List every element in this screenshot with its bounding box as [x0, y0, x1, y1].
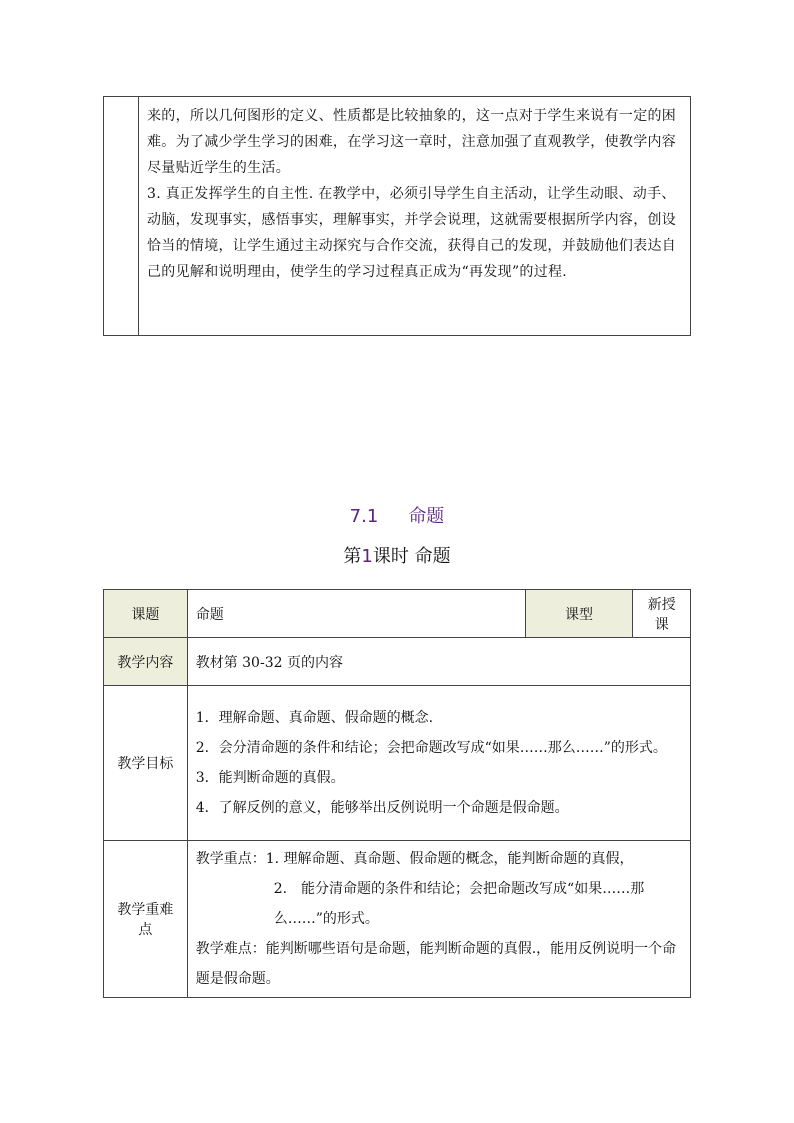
lesson-number: 1: [361, 546, 373, 567]
key-point-line: [196, 844, 682, 874]
section-heading: [0, 502, 794, 528]
key-label: 教学重点：: [195, 851, 266, 867]
objective-item: 1．理解命题、真命题、假命题的概念.: [195, 710, 434, 726]
continuation-paragraph: 来的，所以几何图形的定义、性质都是比较抽象的，这一点对于学生来说有一定的困难。为了减少学生学习的困难，在学习这一章时，注意加强了直观教学，使教学内容尽量贴近学生的生活。: [147, 108, 677, 176]
difficult-point-line: [196, 934, 682, 994]
table-row-topic: [104, 590, 691, 638]
key-point-1: 1. 理解命题、真命题、假命题的概念，能判断命题的真假，: [265, 851, 634, 867]
table-row-objectives: [104, 686, 691, 841]
table-row-key-points: [104, 841, 691, 998]
content-value: 教材第 30-32 页的内容: [187, 638, 690, 686]
type-value: 新授课: [633, 590, 691, 638]
key-points-content: [187, 841, 690, 998]
lesson-heading: [0, 542, 794, 568]
continuation-label-cell: [104, 97, 139, 336]
topic-value: 命题: [187, 590, 525, 638]
lesson-plan-table: [103, 589, 691, 998]
table-row-content: [104, 638, 691, 686]
lesson-prefix: 第: [343, 546, 362, 567]
section-title: 命题: [408, 506, 445, 527]
key-points-label: 教学重难点: [104, 841, 188, 998]
objective-item: 4．了解反例的意义，能够举出反例说明一个命题是假命题。: [195, 800, 569, 816]
objectives-label: 教学目标: [104, 686, 188, 841]
continuation-paragraph: 3. 真正发挥学生的自主性. 在教学中，必须引导学生自主活动，让学生动眼、动手、动脑，发现事实，感悟事实，理解事实，并学会说理，这就需要根据所学内容，创设恰当的情境，让学生通过主动探究与合作交流，获得自己的发现，并鼓励他们表达自己的见解和说明理由，使学生的学习过程真正成为“再发现”的过程.: [147, 186, 677, 280]
continuation-table: [103, 96, 691, 336]
objectives-list: [187, 686, 690, 841]
continuation-content-cell: [139, 97, 691, 336]
objective-item: 3．能判断命题的真假。: [195, 770, 345, 786]
difficult-label: 教学难点：: [195, 941, 266, 957]
type-label: 课型: [525, 590, 633, 638]
objective-item: 2．会分清命题的条件和结论；会把命题改写成“如果……那么……”的形式。: [195, 740, 667, 756]
difficult-point: 能判断哪些语句是命题，能判断命题的真假.，能用反例说明一个命题是假命题。: [195, 941, 677, 987]
topic-label: 课题: [104, 590, 188, 638]
section-number: 7.1: [349, 506, 379, 527]
key-point-2: 2. 能分清命题的条件和结论；会把命题改写成“如果……那么……”的形式。: [273, 881, 645, 927]
lesson-suffix: 课时 命题: [372, 546, 451, 567]
content-label: 教学内容: [104, 638, 188, 686]
